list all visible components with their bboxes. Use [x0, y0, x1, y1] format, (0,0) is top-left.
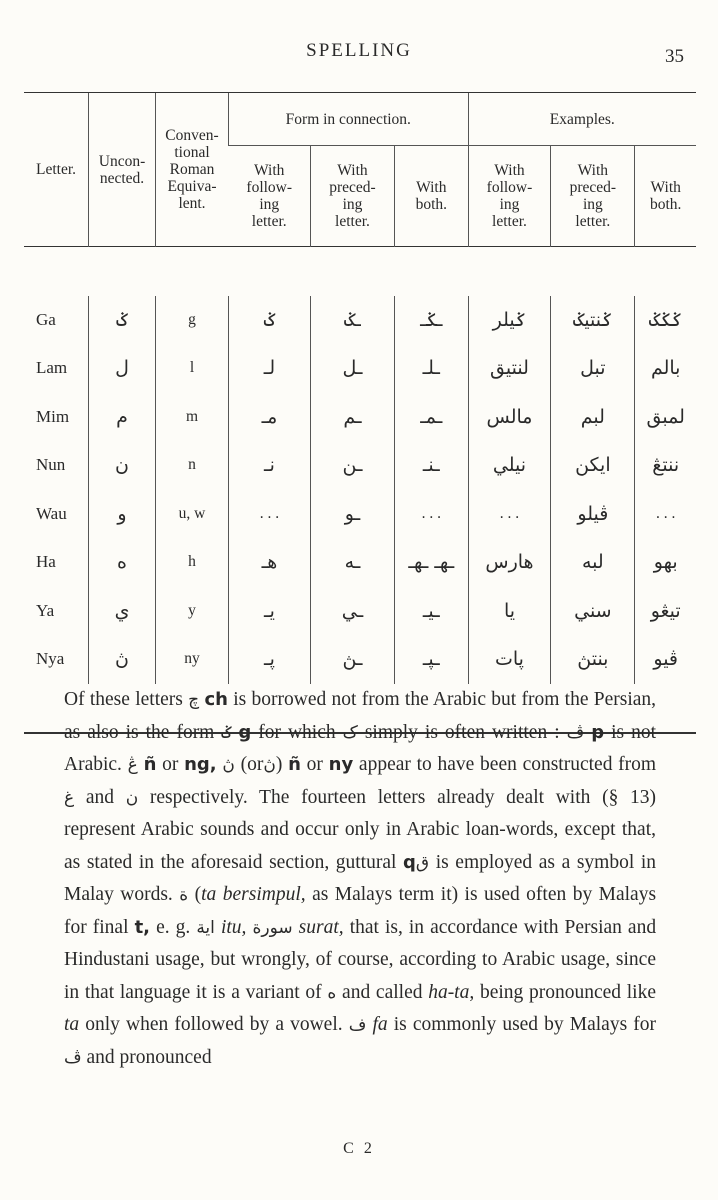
arabic-glyph: ن: [125, 787, 139, 808]
cell-unconnected: و: [89, 490, 156, 539]
cell-example-both: تيڠو: [635, 587, 696, 636]
col-header-example-both: With both.: [635, 146, 696, 247]
cell-example-both: . . .: [635, 490, 696, 539]
arabic-glyph: ه: [327, 982, 337, 1003]
paragraph: [64, 684, 656, 1074]
cell-roman: g: [156, 296, 229, 345]
text-run: is commonly used by Malays for: [393, 1014, 656, 1035]
col-header-example-preceding: With preced- ing letter.: [551, 146, 635, 247]
cell-example-following: نيلي: [468, 441, 551, 490]
table-row: [24, 587, 696, 636]
cell-form-both: ـنـ: [395, 441, 469, 490]
cell-example-both: بالم: [635, 344, 696, 393]
cell-unconnected: ن: [89, 441, 156, 490]
col-header-letter: Letter.: [35, 161, 77, 178]
col-header-form-both: With both.: [395, 146, 469, 247]
cell-letter: Lam: [36, 358, 68, 378]
cell-roman: l: [156, 344, 229, 393]
cell-example-following: لنتيق: [468, 344, 551, 393]
italic-term: ta: [64, 1014, 80, 1035]
text-run: is employed as a symbol in Malay words.: [64, 851, 656, 905]
bold-term: q: [403, 851, 416, 873]
italic-term: fa: [372, 1014, 388, 1035]
text-run: respectively. The fourteen letters already dealt with (§ 13) represent Arabic sounds and occur only in Arabic loan-words, except that, as stated in the aforesaid section, guttural: [64, 786, 657, 873]
bold-term: ch: [204, 689, 228, 710]
cell-unconnected: ڽ: [89, 635, 156, 684]
cell-example-preceding: ڤيلو: [551, 490, 635, 539]
cell-form-both: ـيـ: [395, 587, 469, 636]
text-run: Of these letters: [64, 689, 183, 710]
cell-unconnected: ه: [89, 538, 156, 587]
table-row: [24, 344, 696, 393]
cell-form-following: ڽـ: [229, 635, 311, 684]
text-run: ): [275, 754, 283, 775]
arabic-glyph: سورة: [252, 917, 293, 938]
col-header-unconnected: Uncon- nected.: [89, 93, 156, 247]
cell-form-preceding: ـه: [310, 538, 394, 587]
text-run: e. g.: [156, 916, 191, 938]
arabic-glyph: ف: [348, 1015, 367, 1035]
cell-form-following: هـ: [229, 538, 311, 587]
cell-example-both: لمبق: [635, 393, 696, 442]
text-run: and: [85, 786, 115, 808]
italic-term: ha-ta,: [428, 981, 475, 1003]
cell-form-both: ـمـ: [395, 393, 469, 442]
arabic-glyph: ڽ: [222, 755, 235, 775]
cell-letter: Nun: [36, 455, 66, 475]
arabic-glyph: چ: [188, 690, 200, 710]
cell-form-preceding: ـن: [310, 441, 394, 490]
cell-example-both: ننتڠ: [635, 441, 696, 490]
table-row: [24, 441, 696, 490]
text-run: only when followed by a vowel.: [85, 1014, 343, 1035]
arabic-glyph: ک: [342, 722, 358, 743]
table-row: [24, 538, 696, 587]
cell-form-both: . . .: [395, 490, 469, 539]
bold-term: ñ: [143, 754, 157, 775]
italic-term: surat,: [298, 916, 344, 938]
bold-term: ng,: [184, 754, 217, 775]
arabic-glyph: ق: [415, 852, 430, 873]
cell-form-both: ـلـ: [395, 344, 469, 393]
spelling-table: [24, 92, 696, 734]
cell-form-preceding: ـي: [310, 587, 394, 636]
text-run: and pronounced: [86, 1046, 212, 1068]
col-group-form: Form in connection.: [229, 93, 469, 146]
cell-form-following: لـ: [229, 344, 311, 393]
cell-letter: Ga: [36, 309, 56, 329]
col-group-examples: Examples.: [468, 93, 696, 146]
cell-example-preceding: لبم: [551, 393, 635, 442]
running-head: SPELLING: [306, 40, 412, 61]
text-run: or: [306, 754, 323, 775]
cell-example-following: ݢيلر: [468, 296, 551, 345]
table-row: [24, 490, 696, 539]
text-run: appear to have been constructed from: [358, 754, 657, 775]
col-header-form-preceding: With preced- ing letter.: [310, 146, 394, 247]
table-row: [24, 296, 696, 345]
arabic-glyph: ڠ: [127, 755, 138, 775]
cell-example-preceding: بنتڽ: [551, 635, 635, 684]
signature-mark: C 2: [343, 1140, 375, 1157]
cell-form-following: مـ: [229, 393, 311, 442]
text-run: (: [194, 884, 202, 905]
arabic-glyph: ڤ: [566, 722, 585, 743]
text-run: is borrowed not from the Arabic but from the Persian, as also is the form: [64, 689, 657, 743]
cell-example-both: ڤيو: [635, 635, 696, 684]
col-header-example-following: With follow- ing letter.: [468, 146, 551, 247]
cell-form-following: ݢ: [229, 296, 311, 345]
arabic-glyph: ݢ: [221, 722, 232, 743]
text-run: for which: [258, 721, 336, 743]
cell-example-preceding: ݢنتيݢ: [551, 296, 635, 345]
text-run: being pronounced like: [479, 981, 657, 1003]
cell-unconnected: ي: [89, 587, 156, 636]
arabic-glyph: ة: [179, 885, 189, 905]
page-number: 35: [665, 46, 684, 67]
cell-form-following: . . .: [229, 490, 311, 539]
cell-roman: m: [156, 393, 229, 442]
cell-unconnected: ل: [89, 344, 156, 393]
cell-form-both: ـڽـ: [395, 635, 469, 684]
cell-example-preceding: تبل: [551, 344, 635, 393]
cell-example-following: مالس: [468, 393, 551, 442]
cell-example-following: هارس: [468, 538, 551, 587]
cell-example-both: بهو: [635, 538, 696, 587]
text-run: as Malays term it) is used often by Malays for final: [64, 884, 657, 938]
cell-form-preceding: ـم: [310, 393, 394, 442]
cell-unconnected: م: [89, 393, 156, 442]
italic-term: ta bersimpul,: [201, 884, 306, 905]
cell-letter: Nya: [36, 649, 65, 669]
cell-roman: n: [156, 441, 229, 490]
cell-example-both: ݢݢݢ: [635, 296, 696, 345]
cell-letter: Ha: [36, 552, 56, 572]
cell-roman: y: [156, 587, 229, 636]
cell-example-preceding: سني: [551, 587, 635, 636]
text-run: and called: [342, 981, 423, 1003]
cell-letter: Mim: [36, 406, 70, 426]
cell-roman: ny: [156, 635, 229, 684]
cell-form-both: ـݢـ: [395, 296, 469, 345]
text-run: or: [162, 754, 179, 775]
cell-letter: Ya: [36, 600, 55, 620]
bold-term: g: [238, 721, 252, 743]
cell-roman: u, w: [156, 490, 229, 539]
text-run: is not Arabic.: [64, 721, 657, 775]
cell-form-following: يـ: [229, 587, 311, 636]
arabic-glyph: ڤ: [64, 1047, 82, 1068]
cell-example-following: ڽات: [468, 635, 551, 684]
cell-form-preceding: ـل: [310, 344, 394, 393]
body-text: [64, 684, 656, 1074]
text-run: (or: [240, 754, 264, 775]
cell-form-preceding: ـو: [310, 490, 394, 539]
table-header-row: [24, 93, 696, 146]
cell-example-preceding: لبه: [551, 538, 635, 587]
bold-term: t,: [134, 916, 151, 938]
cell-example-following: . . .: [468, 490, 551, 539]
table-row: [24, 635, 696, 684]
italic-term: itu,: [220, 916, 247, 938]
cell-form-both: ـهـ ـهـ: [395, 538, 469, 587]
cell-example-following: يا: [468, 587, 551, 636]
table-row: [24, 393, 696, 442]
cell-example-preceding: ايكن: [551, 441, 635, 490]
col-header-form-following: With follow- ing letter.: [229, 146, 311, 247]
cell-form-preceding: ـݢ: [310, 296, 394, 345]
cell-letter: Wau: [36, 503, 67, 523]
bold-term: ñ: [288, 754, 301, 775]
cell-unconnected: ݢ: [89, 296, 156, 345]
arabic-glyph: ڽ: [263, 755, 276, 775]
bold-term: ny: [328, 754, 354, 775]
arabic-glyph: غ: [64, 787, 75, 808]
bold-term: p: [591, 721, 605, 743]
text-run: that is, in accordance with Persian and Hindustani usage, but wrongly, of course, according to Arabic usage, since in that language it is a variant of: [64, 916, 657, 1003]
col-header-roman: Conven- tional Roman Equiva- lent.: [156, 93, 229, 247]
text-run: simply is often written :: [364, 721, 560, 743]
cell-form-preceding: ـڽ: [310, 635, 394, 684]
table-header-rule: [24, 247, 696, 296]
cell-roman: h: [156, 538, 229, 587]
arabic-glyph: اية: [196, 917, 215, 938]
cell-form-following: نـ: [229, 441, 311, 490]
